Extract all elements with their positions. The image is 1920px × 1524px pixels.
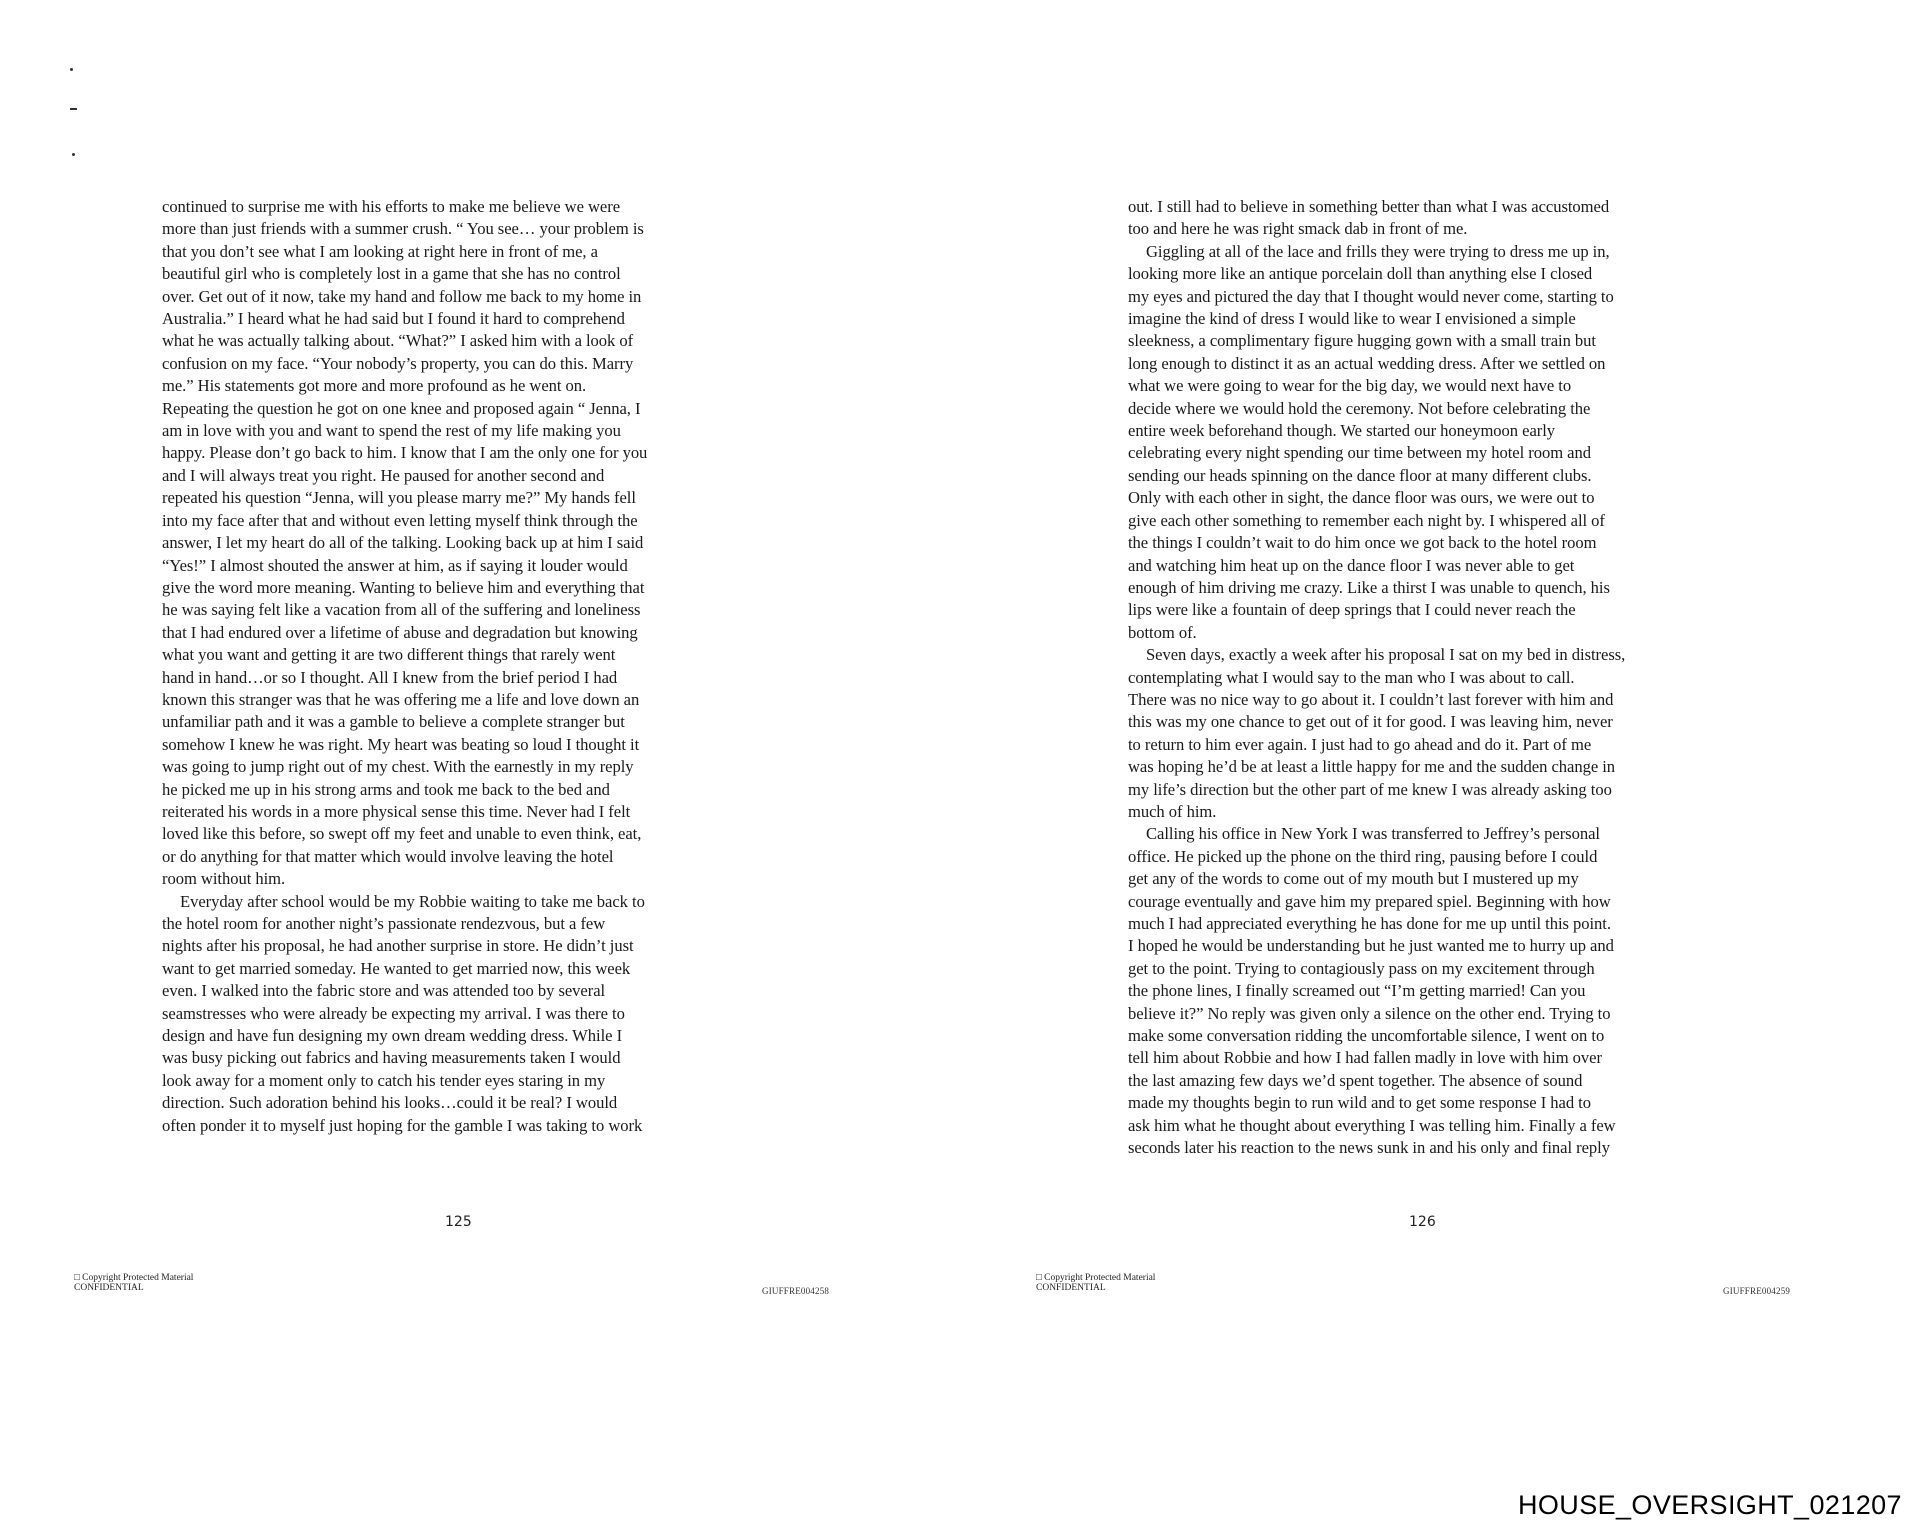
text-line: tell him about Robbie and how I had fallen madly in love with him over	[1128, 1048, 1602, 1068]
text-line: celebrating every night spending our time between my hotel room and	[1128, 443, 1591, 463]
text-line: that I had endured over a lifetime of abuse and degradation but knowing	[162, 622, 638, 642]
text-line: he was saying felt like a vacation from all of the suffering and loneliness	[162, 600, 641, 620]
text-line: the last amazing few days we’d spent together. The absence of sound	[1128, 1070, 1583, 1090]
text-line: or do anything for that matter which would involve leaving the hotel	[162, 846, 614, 866]
text-line: imagine the kind of dress I would like to wear I envisioned a simple	[1128, 309, 1576, 329]
bates-number: GIUFFRE004259	[1723, 1286, 1791, 1296]
bates-number: GIUFFRE004258	[762, 1286, 830, 1296]
text-line: Only with each other in sight, the dance floor was ours, we were out to	[1128, 488, 1595, 508]
text-line: am in love with you and want to spend the rest of my life making you	[162, 421, 621, 441]
text-line: much of him.	[1128, 801, 1217, 821]
text-line: courage eventually and gave him my prepared spiel. Beginning with how	[1128, 891, 1611, 911]
text-line: the phone lines, I finally screamed out “I’m getting married! Can you	[1128, 981, 1586, 1001]
text-line: the hotel room for another night’s passionate rendezvous, but a few	[162, 914, 606, 933]
text-line: get any of the words to come out of my mouth but I mustered up my	[1128, 869, 1579, 889]
house-oversight-stamp: HOUSE_OVERSIGHT_021207	[1518, 1490, 1902, 1520]
text-line: this was my one chance to get out of it for good. I was leaving him, never	[1128, 712, 1613, 732]
text-line: Giggling at all of the lace and frills they were trying to dress me up in,	[1146, 241, 1610, 261]
text-line: unfamiliar path and it was a gamble to believe a complete stranger but	[162, 712, 625, 732]
text-line: seconds later his reaction to the news sunk in and his only and final reply	[1128, 1138, 1610, 1158]
text-line: the things I couldn’t wait to do him once we got back to the hotel room	[1128, 533, 1597, 553]
text-line: look away for a moment only to catch his tender eyes staring in my	[162, 1070, 606, 1090]
text-line: he picked me up in his strong arms and took me back to the bed and	[162, 779, 610, 799]
right-page-body	[1128, 196, 1686, 1159]
text-line: Calling his office in New York I was transferred to Jeffrey’s personal	[1146, 824, 1600, 844]
text-line: enough of him driving me crazy. Like a thirst I was unable to quench, his	[1128, 577, 1610, 597]
text-line: make some conversation ridding the uncomfortable silence, I went on to	[1128, 1026, 1605, 1046]
left-page	[0, 0, 960, 1320]
text-line: room without him.	[162, 869, 286, 889]
text-line: happy. Please don’t go back to him. I know that I am the only one for you	[162, 443, 648, 463]
text-line: to return to him ever again. I just had to go ahead and do it. Part of me	[1128, 734, 1592, 754]
text-line: long enough to distinct it as an actual wedding dress. After we settled on	[1128, 353, 1606, 373]
text-line: even. I walked into the fabric store and was attended too by several	[162, 981, 606, 1001]
text-line: was going to jump right out of my chest. With the earnestly in my reply	[162, 757, 634, 777]
text-line: contemplating what I would say to the man who I was about to call.	[1128, 667, 1575, 687]
text-line: was hoping he’d be at least a little happy for me and the sudden change in	[1128, 757, 1616, 777]
text-line: reiterated his words in a more physical sense this time. Never had I felt	[162, 801, 631, 821]
text-line: Seven days, exactly a week after his proposal I sat on my bed in distress,	[1146, 645, 1626, 665]
text-line: known this stranger was that he was offering me a life and love down an	[162, 689, 640, 709]
text-line: what he was actually talking about. “What?” I asked him with a look of	[162, 331, 634, 351]
text-line: confusion on my face. “Your nobody’s property, you can do this. Marry	[162, 353, 634, 373]
text-line: ask him what he thought about everything I was telling him. Finally a few	[1128, 1115, 1616, 1135]
text-line: entire week beforehand though. We started our honeymoon early	[1128, 421, 1556, 441]
text-line: Everyday after school would be my Robbie waiting to take me back to	[180, 891, 645, 911]
text-line: design and have fun designing my own dream wedding dress. While I	[162, 1026, 623, 1046]
text-line: what we were going to wear for the big day, we would next have to	[1128, 376, 1572, 396]
text-line: believe it?” No reply was given only a silence on the other end. Trying to	[1128, 1003, 1611, 1023]
text-line: bottom of.	[1128, 622, 1197, 642]
text-line: answer, I let my heart do all of the talking. Looking back up at him I said	[162, 533, 644, 553]
text-line: more than just friends with a summer crush. “ You see… your problem is	[162, 219, 644, 239]
text-line: continued to surprise me with his efforts to make me believe we were	[162, 197, 621, 216]
text-line: my life’s direction but the other part of me knew I was already asking too	[1128, 779, 1612, 799]
text-line: “Yes!” I almost shouted the answer at him, as if saying it louder would	[162, 555, 628, 575]
text-line: over. Get out of it now, take my hand and follow me back to my home in	[162, 286, 642, 306]
text-line: get to the point. Trying to contagiously pass on my excitement through	[1128, 958, 1595, 978]
text-line: nights after his proposal, he had another surprise in store. He didn’t just	[162, 936, 634, 956]
text-line: direction. Such adoration behind his looks…could it be real? I would	[162, 1093, 618, 1113]
footer-confidential: CONFIDENTIAL	[74, 1283, 144, 1293]
text-line: was busy picking out fabrics and having measurements taken I would	[162, 1048, 621, 1068]
text-line: beautiful girl who is completely lost in a game that she has no control	[162, 264, 621, 284]
text-line: often ponder it to myself just hoping for the gamble I was taking to work	[162, 1115, 643, 1135]
text-line: sleekness, a complimentary figure hugging gown with a small train but	[1128, 331, 1596, 351]
text-line: somehow I knew he was right. My heart was beating so loud I thought it	[162, 734, 640, 754]
footer-copyright: □ Copyright Protected Material	[74, 1273, 194, 1283]
text-line: hand in hand…or so I thought. All I knew from the brief period I had	[162, 667, 618, 687]
text-line: me.” His statements got more and more profound as he went on.	[162, 376, 587, 396]
text-line: Repeating the question he got on one knee and proposed again “ Jenna, I	[162, 398, 641, 418]
footer-confidential: CONFIDENTIAL	[1036, 1283, 1106, 1293]
text-line: decide where we would hold the ceremony. Not before celebrating the	[1128, 398, 1591, 418]
text-line: much I had appreciated everything he has done for me up until this point.	[1128, 914, 1611, 933]
text-line: office. He picked up the phone on the third ring, pausing before I could	[1128, 846, 1598, 866]
text-line: lips were like a fountain of deep springs that I could never reach the	[1128, 600, 1576, 620]
text-line: give the word more meaning. Wanting to believe him and everything that	[162, 577, 645, 597]
text-line: give each other something to remember each night by. I whispered all of	[1128, 510, 1605, 530]
page-number: 126	[1409, 1214, 1436, 1230]
footer-copyright: □ Copyright Protected Material	[1036, 1273, 1156, 1283]
text-line: looking more like an antique porcelain doll than anything else I closed	[1128, 264, 1593, 284]
text-line: repeated his question “Jenna, will you please marry me?” My hands fell	[162, 488, 636, 508]
text-line: too and here he was right smack dab in front of me.	[1128, 219, 1468, 239]
text-line: Australia.” I heard what he had said but I found it hard to comprehend	[162, 309, 625, 329]
left-page-body	[162, 196, 752, 1137]
text-line: and watching him heat up on the dance floor I was never able to get	[1128, 555, 1575, 575]
page-number: 125	[445, 1214, 472, 1230]
text-line: made my thoughts begin to run wild and to get some response I had to	[1128, 1093, 1591, 1113]
text-line: want to get married someday. He wanted to get married now, this week	[162, 958, 631, 978]
text-line: sending our heads spinning on the dance floor at many different clubs.	[1128, 465, 1592, 485]
text-line: and I will always treat you right. He paused for another second and	[162, 465, 605, 485]
text-line: that you don’t see what I am looking at right here in front of me, a	[162, 241, 598, 261]
text-line: what you want and getting it are two different things that rarely went	[162, 645, 616, 665]
text-line: There was no nice way to go about it. I couldn’t last forever with him and	[1128, 689, 1614, 709]
text-line: into my face after that and without even letting myself think through the	[162, 510, 638, 530]
footer-legend	[74, 1273, 193, 1293]
text-line: seamstresses who were already be expecting my arrival. I was there to	[162, 1003, 625, 1023]
text-line: I hoped he would be understanding but he just wanted me to hurry up and	[1128, 936, 1614, 956]
text-line: my eyes and pictured the day that I thought would never come, starting to	[1128, 286, 1614, 306]
text-line: loved like this before, so swept off my feet and unable to even think, eat,	[162, 824, 642, 844]
text-line: out. I still had to believe in something better than what I was accustomed	[1128, 197, 1610, 216]
right-page	[960, 0, 1920, 1320]
footer-legend	[1036, 1273, 1155, 1293]
